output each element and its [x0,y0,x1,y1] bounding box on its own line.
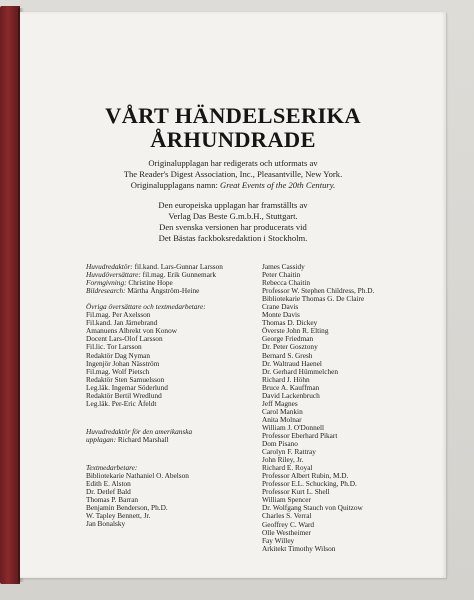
book-cover-edge [0,6,20,584]
list-item: Fil.lic. Tor Larsson [86,342,142,352]
list-item: Dom Pisano [262,439,298,449]
list-item: Leg.läk. Per-Eric Åfeldt [86,398,157,408]
list-item: Monte Davis [262,310,300,320]
list-item: Olle Westheimer [262,527,311,537]
list-item: Jan Bonalsky [86,519,126,529]
credit-name: Richard Marshall [116,434,169,444]
list-item: Fil.mag. Wolf Pietsch [86,366,150,376]
list-item: Fay Willey [262,535,295,545]
credit-role: Formgivning: [86,278,127,288]
translators-list [86,311,264,408]
american-editor-line [86,436,264,444]
original-title: Great Events of the 20th Century. [220,180,336,190]
list-item: Dr. Waltraud Haenel [262,358,322,368]
list-item: Benjamin Benderson, Ph.D. [86,503,168,513]
list-item: Thomas D. Dickey [262,318,318,328]
list-item: Charles S. Verral [262,511,312,521]
credits-right-column [262,263,432,553]
intro-paragraphs [20,158,446,244]
credit-name: fil.mag. Erik Gunnemark [140,270,217,280]
list-item: Fil.mag. Per Axelsson [86,310,151,320]
list-item: Professor Kurt L. Shell [262,487,330,497]
intro-prefix: Originalupplagans namn: [130,180,221,190]
list-item: Redaktör Dag Nyman [86,350,151,360]
book-page [20,12,446,578]
list-item: Dr. Peter Gosztony [262,342,318,352]
list-item: Richard J. Höhn [262,374,310,384]
section-heading-text: Textmedarbetare: [86,462,138,472]
list-item: Redaktör Sten Samuelsson [86,374,165,384]
list-item: Bibliotekarie Nathaniel O. Abelson [86,470,189,480]
list-item: Edith E. Alston [86,479,131,489]
list-item: Crane Davis [262,302,299,312]
list-item: Rebecca Chaitin [262,278,311,288]
list-item: W. Tapley Bennett, Jr. [86,511,151,521]
title-line-2: ÅRHUNDRADE [150,127,316,152]
list-item: Thomas P. Barran [86,495,139,505]
list-item: Carolyn F. Rattray [262,447,316,457]
list-item: Professor Albert Rubin, M.D. [262,471,349,481]
list-item: James Cassidy [262,262,305,271]
page-title [20,104,446,152]
intro-line [20,180,446,191]
intro-line: The Reader's Digest Association, Inc., Pleasantville, New York. [123,169,343,179]
intro-line: Verlag Das Beste G.m.b.H., Stuttgart. [168,211,298,221]
list-item: Fil.kand. Jan Järnebrand [86,318,158,328]
list-item: Överste John R. Elting [262,326,329,336]
list-item: Leg.läk. Ingemar Söderlund [86,382,168,392]
credits-left-column [86,263,264,528]
credit-role: Huvudöversättare: [86,270,141,280]
contributors-list-left [86,472,264,528]
list-item: Professor Eberhard Pikart [262,430,338,440]
section-heading-text: Övriga översättare och textmedarbetare: [86,302,206,312]
intro-line: Det Bästas fackboksredaktion i Stockholm. [158,233,308,243]
list-item: Ingenjör Johan Näsström [86,358,160,368]
credit-role: Bildresearch: [86,286,126,296]
credit-row [86,287,264,295]
list-item: Dr. Detlef Bald [86,487,131,497]
credit-name: Märtha Ångström-Heine [125,286,200,296]
list-item: Bibliotekarie Thomas G. De Claire [262,294,365,304]
list-item: Anita Molnar [262,414,302,424]
credit-name: Christine Hope [126,278,173,288]
credit-name: fil.kand. Lars-Gunnar Larsson [132,262,223,271]
credit-role: upplagan: [86,434,116,444]
title-line-1: VÅRT HÄNDELSERIKA [105,103,361,128]
credit-role: Huvudredaktör: [86,262,133,271]
list-item: Professor E.L. Schucking, Ph.D. [262,479,357,489]
list-item: Peter Chaitin [262,270,301,280]
list-item: George Friedman [262,334,314,344]
list-item: Arkitekt Timothy Wilson [262,543,336,553]
list-item: William Spencer [262,495,311,505]
intro-line: Den svenska versionen har producerats vid [159,222,307,232]
list-item: Jeff Magnes [262,398,298,408]
list-item: Dr. Wolfgang Stauch von Quitzow [262,503,363,513]
list-item: John Riley, Jr. [262,455,304,465]
contributors-list-right [262,263,432,553]
list-item: Bruce A. Kauffman [262,382,320,392]
list-item: David Lackenbruch [262,390,320,400]
list-item: Bernard S. Gresh [262,350,313,360]
list-item: Professor W. Stephen Childress, Ph.D. [262,286,375,296]
intro-line: Originalupplagan har redigerats och utformats av [148,158,318,168]
list-item: William J. O'Donnell [262,422,325,432]
list-item: Redaktör Bertil Wredlund [86,390,162,400]
list-item: Amanuens Albrekt von Konow [86,326,177,336]
credit-role: Huvudredaktör för den amerikanska [86,426,193,436]
intro-line: Den europeiska upplagan har framställts av [158,200,308,210]
list-item: Docent Lars-Olof Larsson [86,334,163,344]
list-item: Geoffrey C. Ward [262,519,315,529]
list-item: Carol Mankin [262,406,303,416]
list-item: Dr. Gerhard Hümmelchen [262,366,338,376]
list-item: Richard E. Royal [262,463,313,473]
